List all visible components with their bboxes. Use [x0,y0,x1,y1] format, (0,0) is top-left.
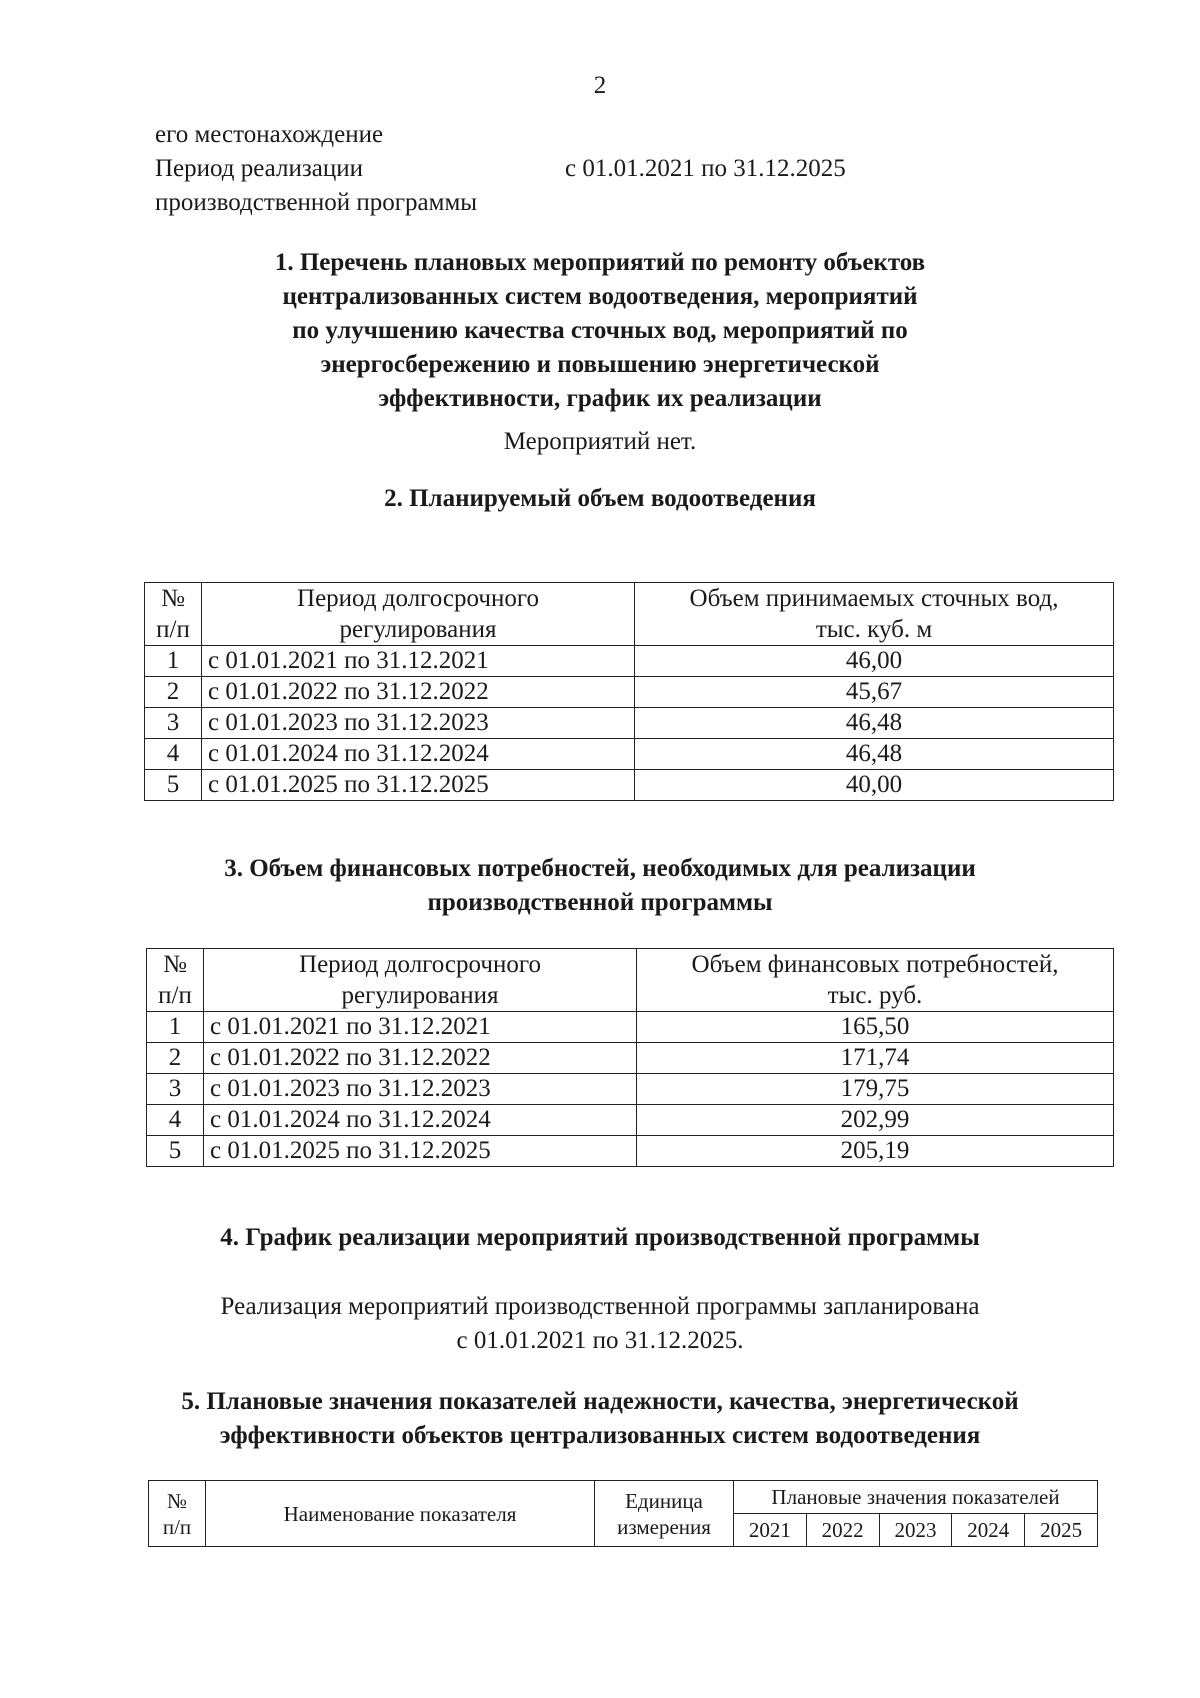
period-value: с 01.01.2021 по 31.12.2025 [565,155,846,182]
section1-title [100,246,1100,416]
section4-text-line: с 01.01.2021 по 31.12.2025. [456,1327,744,1354]
intro-period-row [155,152,846,186]
wastewater-volume-table [144,582,1114,801]
header-num: № п/п [145,583,202,646]
header-year: 2024 [952,1514,1025,1547]
period-label-continued: производственной программы [155,189,478,216]
section2-title: 2. Планируемый объем водоотведения [384,485,816,512]
section3-title-line: производственной программы [427,889,773,916]
header-year: 2025 [1025,1514,1098,1547]
header-num: № п/п [149,1481,206,1547]
section4-text-line: Реализация мероприятий производственной программы запланирована [220,1293,980,1320]
section5-title-line: 5. Плановые значения показателей надежности, качества, энергетической [181,1388,1019,1415]
header-period: Период долгосрочного регулирования [204,949,637,1012]
table-row: 3 с 01.01.2023 по 31.12.2023 179,75 [147,1074,1114,1105]
table-row: 5 с 01.01.2025 по 31.12.2025 40,00 [145,770,1114,801]
table-header-row [147,949,1114,1012]
section1-title-line: по улучшению качества сточных вод, мероприятий по [292,317,908,344]
period-label: Период реализации [155,155,363,182]
table-row: 1 с 01.01.2021 по 31.12.2021 165,50 [147,1012,1114,1043]
header-value: Объем принимаемых сточных вод, тыс. куб. м [635,583,1114,646]
intro-block [155,118,846,220]
header-year: 2022 [806,1514,879,1547]
section3-title [100,852,1100,920]
header-unit: Единица измерения [595,1481,734,1547]
intro-location-line: его местонахождение [155,121,384,148]
table-row: 3 с 01.01.2023 по 31.12.2023 46,48 [145,708,1114,739]
section4-text [100,1290,1100,1358]
section1-title-line: централизованных систем водоотведения, мероприятий [282,283,918,310]
table-header-row [149,1481,1098,1514]
table-row: 2 с 01.01.2022 по 31.12.2022 171,74 [147,1043,1114,1074]
header-value: Объем финансовых потребностей, тыс. руб. [637,949,1114,1012]
section4-title: 4. График реализации мероприятий производственной программы [220,1224,980,1251]
table-row: 2 с 01.01.2022 по 31.12.2022 45,67 [145,677,1114,708]
indicators-table [148,1480,1098,1547]
header-year: 2021 [734,1514,807,1547]
table-row: 5 с 01.01.2025 по 31.12.2025 205,19 [147,1136,1114,1167]
page-number: 2 [593,72,607,99]
table-row: 4 с 01.01.2024 по 31.12.2024 46,48 [145,739,1114,770]
section5-title-line: эффективности объектов централизованных систем водоотведения [219,1422,981,1449]
header-indicator-name: Наименование показателя [206,1481,595,1547]
section3-title-line: 3. Объем финансовых потребностей, необходимых для реализации [224,855,976,882]
table-row: 4 с 01.01.2024 по 31.12.2024 202,99 [147,1105,1114,1136]
section5-title [100,1385,1100,1453]
section1-text: Мероприятий нет. [503,428,697,455]
table-header-row [145,583,1114,646]
header-planned-values: Плановые значения показателей [734,1481,1098,1514]
header-year: 2023 [879,1514,952,1547]
section1-title-line: 1. Перечень плановых мероприятий по ремонту объектов [274,249,926,276]
financial-needs-table [146,948,1114,1167]
header-num: № п/п [147,949,204,1012]
header-period: Период долгосрочного регулирования [202,583,635,646]
section1-title-line: эффективности, график их реализации [378,385,822,412]
table-row: 1 с 01.01.2021 по 31.12.2021 46,00 [145,646,1114,677]
section1-title-line: энергосбережению и повышению энергетической [320,351,880,378]
